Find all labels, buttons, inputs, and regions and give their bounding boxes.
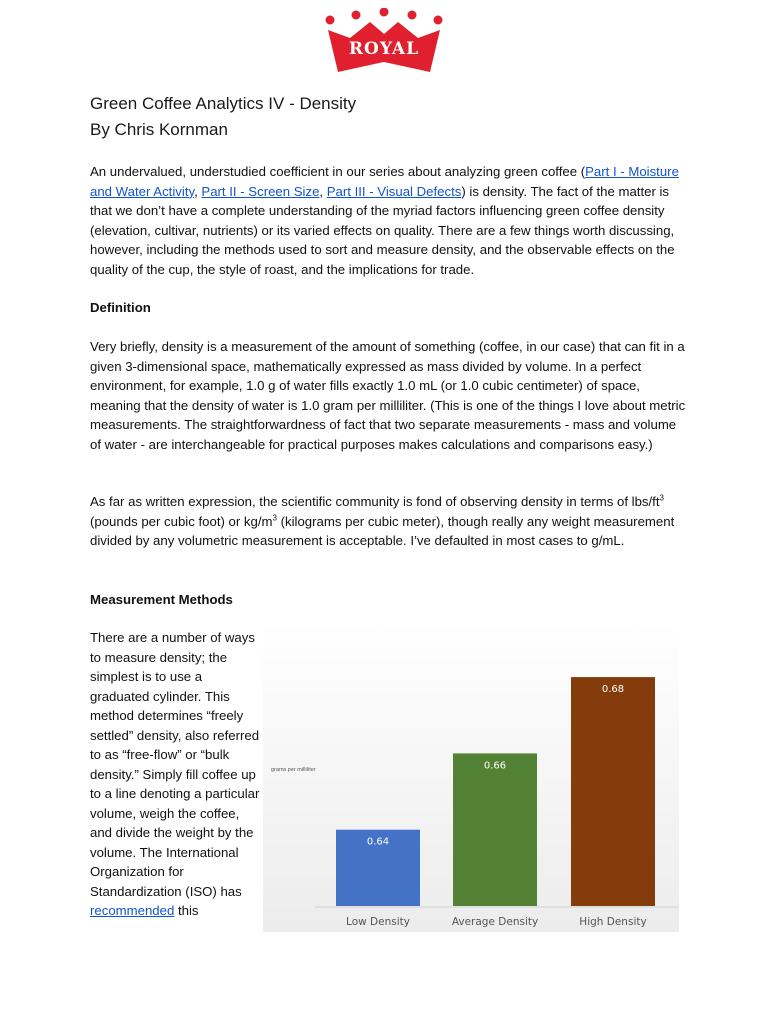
bar-high-density	[571, 677, 655, 906]
units-text-3: (kilograms per cubic meter), though really any weight measurement divided by any volumetric measurement is acceptable. I’ve defaulted in most cases to g/mL.	[90, 513, 675, 548]
byline: By Chris Kornman	[90, 120, 228, 139]
data-label: 0.66	[483, 760, 507, 772]
link-part-ii[interactable]: Part II - Screen Size	[201, 183, 320, 199]
logo-text: ROYAL	[348, 39, 420, 59]
units-paragraph	[90, 492, 686, 551]
superscript: 3	[659, 493, 664, 503]
link-recommended[interactable]: recommended	[90, 903, 175, 918]
y-axis-label: grams per milliliter	[271, 767, 316, 773]
data-label: 0.64	[366, 836, 390, 848]
link-part-i[interactable]: Part I - Moisture and Water Activity	[90, 164, 679, 199]
x-tick-label: Low Density	[346, 916, 410, 928]
units-text-1: As far as written expression, the scientific community is fond of observing density in terms of lbs/ft	[90, 494, 660, 509]
intro-text-after: ) is density. The fact of the matter is that we don’t have a complete understanding of the myriad factors influencing green coffee density (elevation, cultivar, nutrients) or its varied effects on quality. There are a few things worth discussing, however, including the methods used to sort and measure density, and the observable effects on the quality of the cup, the style of roast, and the implications for trade.	[90, 183, 675, 277]
methods-paragraph	[90, 628, 260, 921]
page-title: Green Coffee Analytics IV - Density	[90, 94, 357, 113]
bar-average-density	[453, 753, 537, 906]
superscript: 3	[272, 513, 277, 523]
methods-text-after: this	[174, 903, 199, 918]
data-label: 0.68	[601, 684, 625, 696]
separator: ,	[319, 183, 327, 199]
x-tick-label: High Density	[579, 916, 647, 928]
royal-logo	[322, 8, 446, 74]
methods-heading: Measurement Methods	[90, 592, 233, 607]
density-bar-chart	[263, 622, 679, 932]
intro-text-before: An undervalued, understudied coefficient in our series about analyzing green coffee (	[90, 164, 586, 179]
units-text-2: (pounds per cubic foot) or kg/m	[90, 513, 273, 529]
definition-paragraph: Very briefly, density is a measurement of the amount of something (coffee, in our case) that can fit in a given 3-dimensional space, mathematically expressed as mass divided by volume. In a perfect environment, for example, 1.0 g of water fills exactly 1.0 mL (or 1.0 cubic centimeter) of space, meaning that the density of water is 1.0 gram per milliliter. (This is one of the things I love about metric measurements. The straightforwardness of fact that two separate measurements - mass and volume of water - are interchangeable for practical purposes makes calculations and comparisons easy.)	[90, 339, 686, 452]
definition-heading: Definition	[90, 300, 151, 315]
separator: ,	[194, 183, 202, 199]
methods-text: There are a number of ways to measure density; the simplest is to use a graduated cylinder. This method determines “freely settled” density, also referred to as “free-flow” or “bulk density.” Simply fill coffee up to a line denoting a particular volume, weigh the coffee, and divide the weight by the volume. The International Organization for Standardization (ISO) has	[90, 630, 260, 899]
link-part-iii[interactable]: Part III - Visual Defects	[326, 183, 462, 199]
intro-paragraph	[90, 162, 686, 279]
x-tick-label: Average Density	[451, 916, 539, 928]
